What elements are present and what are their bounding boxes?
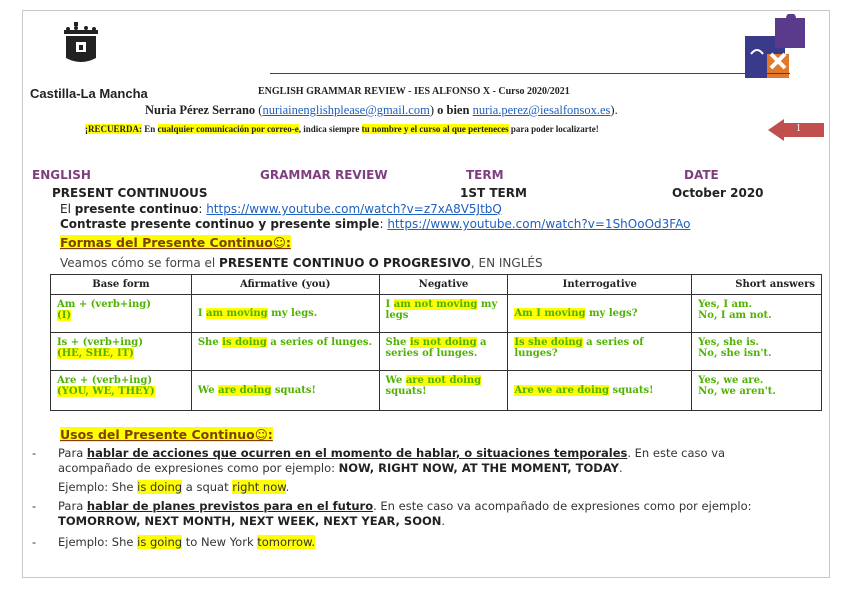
base-subject: (YOU, WE, THEY) xyxy=(57,386,155,397)
neg-pre: I xyxy=(385,299,394,310)
header-rule xyxy=(270,73,790,74)
meta-label-date: DATE xyxy=(684,168,719,182)
aff-pre: I xyxy=(197,308,206,319)
link1-label-b: presente continuo xyxy=(74,202,199,216)
th-negative: Negative xyxy=(379,275,508,295)
neg-hl: is not doing xyxy=(409,337,477,348)
aff-cell xyxy=(191,295,379,333)
use2-e: . xyxy=(441,514,446,528)
int-post: squats! xyxy=(609,385,654,396)
intro-c: , EN INGLÉS xyxy=(470,256,543,270)
base-cell xyxy=(51,333,192,371)
reminder-text-c: para poder localizarte! xyxy=(508,124,599,134)
video-link-2[interactable]: https://www.youtube.com/watch?v=1ShOoOd3FAo xyxy=(387,217,691,231)
topic-title: PRESENT CONTINUOUS xyxy=(52,186,208,200)
formas-title xyxy=(60,235,291,250)
th-base: Base form xyxy=(51,275,192,295)
usos-list xyxy=(32,446,812,550)
reminder-prefix: ¡RECUERDA: xyxy=(85,124,142,134)
page-number: 1 xyxy=(796,123,801,134)
use1-b: hablar de acciones que ocurren en el momento de hablar, o situaciones temporales xyxy=(86,446,628,460)
ex1-a: Ejemplo: She xyxy=(58,480,138,494)
aff-cell xyxy=(191,333,379,371)
use1-e: NOW, RIGHT NOW, AT THE MOMENT, TODAY xyxy=(338,461,619,475)
reminder-text-b: , indica siempre xyxy=(298,124,362,134)
use1-a: Para xyxy=(58,446,87,460)
castilla-la-mancha-logo xyxy=(56,20,106,66)
th-short: Short answers xyxy=(692,275,822,295)
reminder-highlight-2: tu nombre y el curso al que perteneces xyxy=(361,124,509,134)
use2-a: Para xyxy=(58,499,87,513)
neg-hl: are not doing xyxy=(405,375,482,386)
ex2-hl2: tomorrow. xyxy=(257,535,316,549)
example-2 xyxy=(32,535,812,550)
short-no: No, she isn't. xyxy=(698,348,772,359)
use2-d: TOMORROW, NEXT MONTH, NEXT WEEK, NEXT YEAR, SOON xyxy=(58,514,442,528)
aff-hl: am moving xyxy=(206,308,268,319)
ex1-hl1: is doing xyxy=(137,480,183,494)
short-yes: Yes, she is. xyxy=(698,337,760,348)
base-cell xyxy=(51,371,192,411)
reminder-line xyxy=(85,124,599,134)
short-no: No, I am not. xyxy=(698,310,772,321)
int-post: my legs? xyxy=(585,308,638,319)
use-item-2 xyxy=(32,499,812,529)
int-cell xyxy=(508,371,692,411)
usos-title xyxy=(60,427,273,442)
email-link-2[interactable]: nuria.perez@iesalfonsox.es xyxy=(472,103,611,117)
aff-hl: is doing xyxy=(222,337,267,348)
int-cell xyxy=(508,295,692,333)
aff-pre: She xyxy=(197,337,223,348)
neg-post: my legs xyxy=(385,299,498,321)
ex1-hl2: right now xyxy=(232,480,286,494)
grammar-table xyxy=(50,274,822,411)
ex1-c: . xyxy=(285,480,290,494)
author-line: Nuria Pérez Serrano (nuriainenglishplease@gmail.com) o bien nuria.perez@iesalfonsox.es). xyxy=(145,103,618,117)
logo-caption: Castilla-La Mancha xyxy=(30,86,148,101)
use-item-1 xyxy=(32,446,812,476)
short-cell xyxy=(692,371,822,411)
date-value: October 2020 xyxy=(672,186,764,200)
neg-pre: We xyxy=(385,375,406,386)
author-connector: o bien xyxy=(437,103,470,117)
page-number-arrow xyxy=(768,119,824,141)
neg-cell xyxy=(379,295,508,333)
th-interrogative: Interrogative xyxy=(508,275,692,295)
aff-hl: are doing xyxy=(218,385,272,396)
use1-c: . En este caso va xyxy=(627,446,726,460)
ex1-b: a squat xyxy=(182,480,233,494)
th-affirmative: Afirmative (you) xyxy=(191,275,379,295)
usos-title-text: Usos del Presente Continuo☺: xyxy=(60,427,273,442)
bullet: - xyxy=(32,535,37,549)
neg-pre: She xyxy=(385,337,410,348)
base-form: Are + (verb+ing) xyxy=(57,375,153,386)
aff-post: a series of lunges. xyxy=(266,337,373,348)
neg-hl: am not moving xyxy=(393,299,478,310)
review-title: ENGLISH GRAMMAR REVIEW - IES ALFONSO X - Curso 2020/2021 xyxy=(258,86,570,97)
int-cell xyxy=(508,333,692,371)
email-link-1[interactable]: nuriainenglishplease@gmail.com xyxy=(262,103,430,117)
meta-label-english: ENGLISH xyxy=(32,168,91,182)
bullet: - xyxy=(32,446,37,460)
video-link-line-2: Contraste presente continuo y presente simple: https://www.youtube.com/watch?v=1ShOoOd3FAo xyxy=(60,217,691,231)
term-value: 1ST TERM xyxy=(460,186,527,200)
base-form: Am + (verb+ing) xyxy=(57,299,152,310)
formas-title-text: Formas del Presente Continuo☺: xyxy=(60,235,291,250)
ex2-a: Ejemplo: She xyxy=(58,535,138,549)
short-yes: Yes, we are. xyxy=(698,375,764,386)
puzzle-logo-icon xyxy=(745,14,811,80)
int-hl: Are we are doing xyxy=(514,385,610,396)
int-post: a series of lunges? xyxy=(514,337,644,359)
table-row xyxy=(51,371,822,411)
ex2-hl1: is going xyxy=(137,535,183,549)
use1-d: acompañado de expresiones como por ejemplo: xyxy=(58,461,339,475)
table-header-row xyxy=(51,275,822,295)
short-yes: Yes, I am. xyxy=(698,299,753,310)
video-link-1[interactable]: https://www.youtube.com/watch?v=z7xA8V5JtbQ xyxy=(206,202,502,216)
base-subject: (I) xyxy=(57,310,72,321)
table-row xyxy=(51,295,822,333)
formas-intro xyxy=(60,256,543,270)
aff-pre: We xyxy=(197,385,219,396)
neg-cell xyxy=(379,333,508,371)
int-hl: Am I moving xyxy=(514,308,586,319)
aff-cell xyxy=(191,371,379,411)
reminder-highlight-1: cualquier comunicación por correo-e xyxy=(157,124,299,134)
reminder-text-a: En xyxy=(142,124,158,134)
neg-post: squats! xyxy=(385,386,427,397)
base-cell xyxy=(51,295,192,333)
author-name: Nuria Pérez Serrano xyxy=(145,103,256,117)
use1-f: . xyxy=(618,461,623,475)
neg-post: a series of lunges. xyxy=(385,337,487,359)
link2-label: Contraste presente continuo y presente simple xyxy=(60,217,380,231)
link1-label-a: El xyxy=(60,202,75,216)
short-cell xyxy=(692,295,822,333)
table-row xyxy=(51,333,822,371)
meta-label-grammar: GRAMMAR REVIEW xyxy=(260,168,388,182)
base-subject: (HE, SHE, IT) xyxy=(57,348,134,359)
base-form: Is + (verb+ing) xyxy=(57,337,143,348)
meta-label-term: TERM xyxy=(466,168,504,182)
aff-post: my legs. xyxy=(267,308,318,319)
bullet: - xyxy=(32,499,37,513)
example-1 xyxy=(32,480,812,495)
neg-cell xyxy=(379,371,508,411)
use2-b: hablar de planes previstos para en el futuro xyxy=(86,499,374,513)
intro-b: PRESENTE CONTINUO O PROGRESIVO xyxy=(219,256,471,270)
video-link-line-1: El presente continuo: https://www.youtube.com/watch?v=z7xA8V5JtbQ xyxy=(60,202,502,216)
ex2-b: to New York xyxy=(182,535,258,549)
intro-a: Veamos cómo se forma el xyxy=(60,256,220,270)
use2-c: . En este caso va acompañado de expresiones como por ejemplo: xyxy=(373,499,752,513)
int-hl: Is she doing xyxy=(514,337,583,348)
short-cell xyxy=(692,333,822,371)
aff-post: squats! xyxy=(271,385,316,396)
short-no: No, we aren't. xyxy=(698,386,776,397)
